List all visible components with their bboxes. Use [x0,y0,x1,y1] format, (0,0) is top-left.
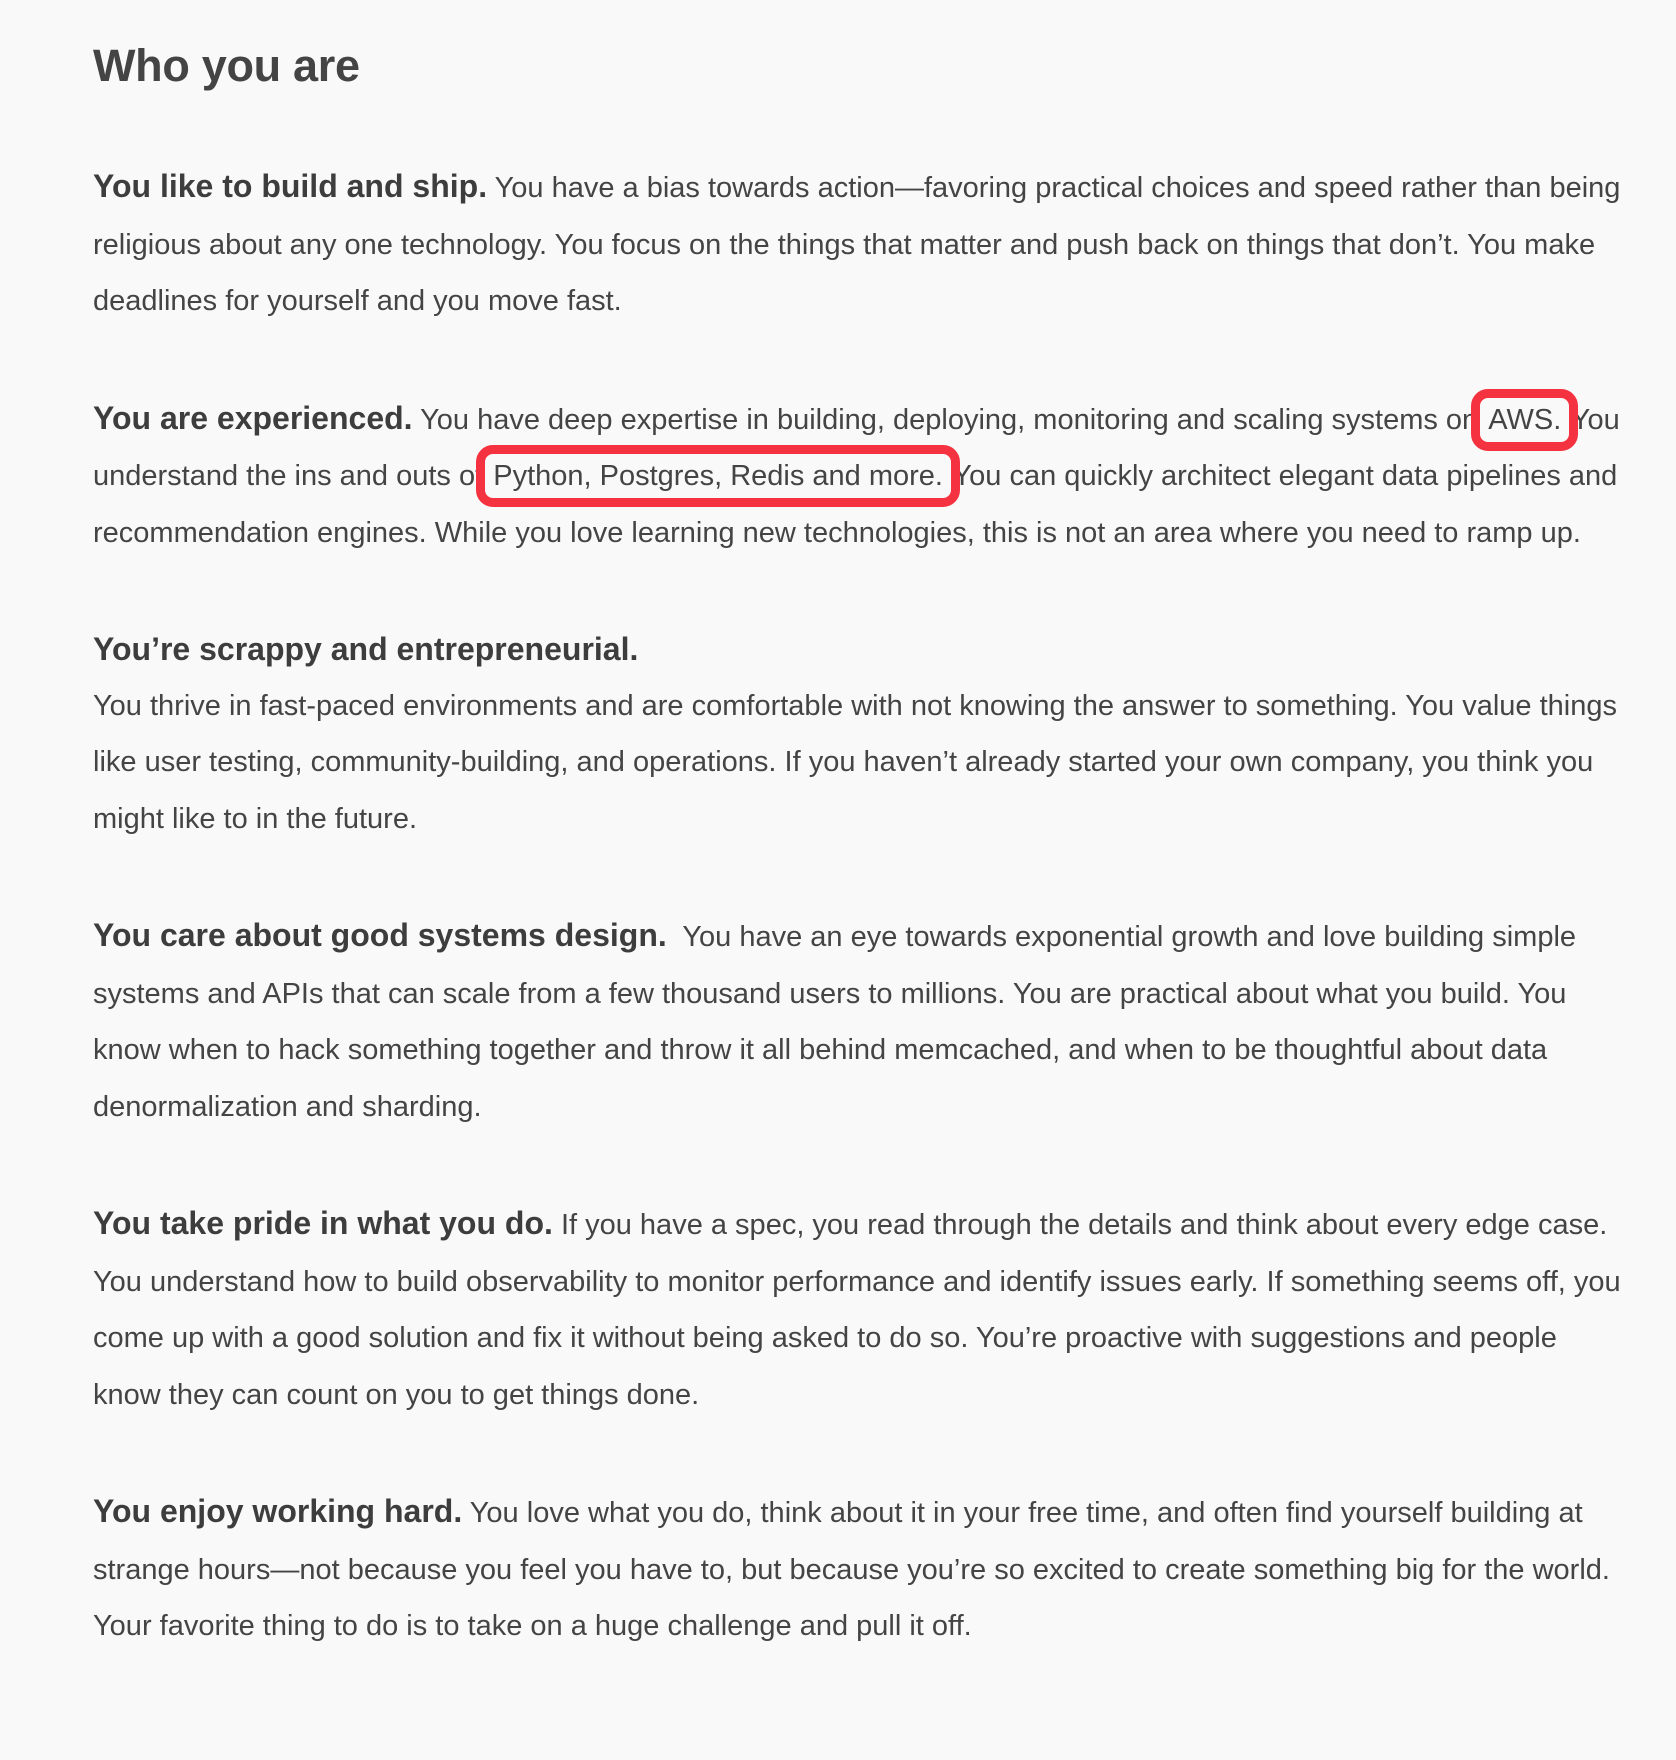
paragraph-body: You have an eye towards exponential growth and love building simple systems and APIs that can scale from a few thousand users to millions. You are practical about what you build. You know when to hack something together and throw it all behind memcached, and when to be thoughtful about data denormalization and sharding. [93,921,1585,1123]
paragraph-scrappy [93,621,1623,847]
paragraph-body-pre: You have deep expertise in building, deploying, monitoring and scaling systems on [412,403,1487,436]
highlight-tech-stack: Python, Postgres, Redis and more. [493,460,943,492]
paragraph-pride [93,1195,1623,1423]
paragraph-lead: You enjoy working hard. [93,1493,463,1529]
section-title: Who you are [93,40,360,91]
paragraph-body: If you have a spec, you read through the details and think about every edge case. You understand how to build observability to monitor performance and identify issues early. If something seems off, you come up with a good solution and fix it without being asked to do so. You’re proactive with suggestions and people know they can count on you to get things done. [93,1209,1621,1411]
paragraph-body: You love what you do, think about it in your free time, and often find yourself building at strange hours—not because you feel you have to, but because you’re so excited to create something big for the world. Your favorite thing to do is to take on a huge challenge and pull it off. [93,1497,1610,1642]
paragraph-lead: You take pride in what you do. [93,1205,553,1241]
paragraph-body: You thrive in fast-paced environments and are comfortable with not knowing the answer to something. You value things like user testing, community-building, and operations. If you haven’t already started your own company, you think you might like to in the future. [93,689,1617,835]
paragraph-systems-design [93,907,1623,1135]
paragraph-lead: You like to build and ship. [93,168,488,204]
paragraph-body-mid: You understand the ins and outs of [93,403,1620,492]
paragraph-experienced [93,390,1623,562]
paragraph-build-and-ship [93,158,1623,330]
paragraph-body-post: You can quickly architect elegant data pipelines and recommendation engines. While you love learning new technologies, this is not an area where you need to ramp up. [93,460,1618,549]
paragraph-lead: You are experienced. [93,399,413,436]
paragraph-lead: You care about good systems design. [93,917,667,953]
highlight-aws: AWS. [1488,403,1562,436]
paragraph-body: You have a bias towards action—favoring practical choices and speed rather than being religious about any one technology. You focus on the things that matter and push back on things that don’t. You make deadlines for yourself and you move fast. [93,172,1621,317]
paragraph-working-hard [93,1483,1623,1655]
paragraph-lead: You’re scrappy and entrepreneurial. [93,631,639,667]
